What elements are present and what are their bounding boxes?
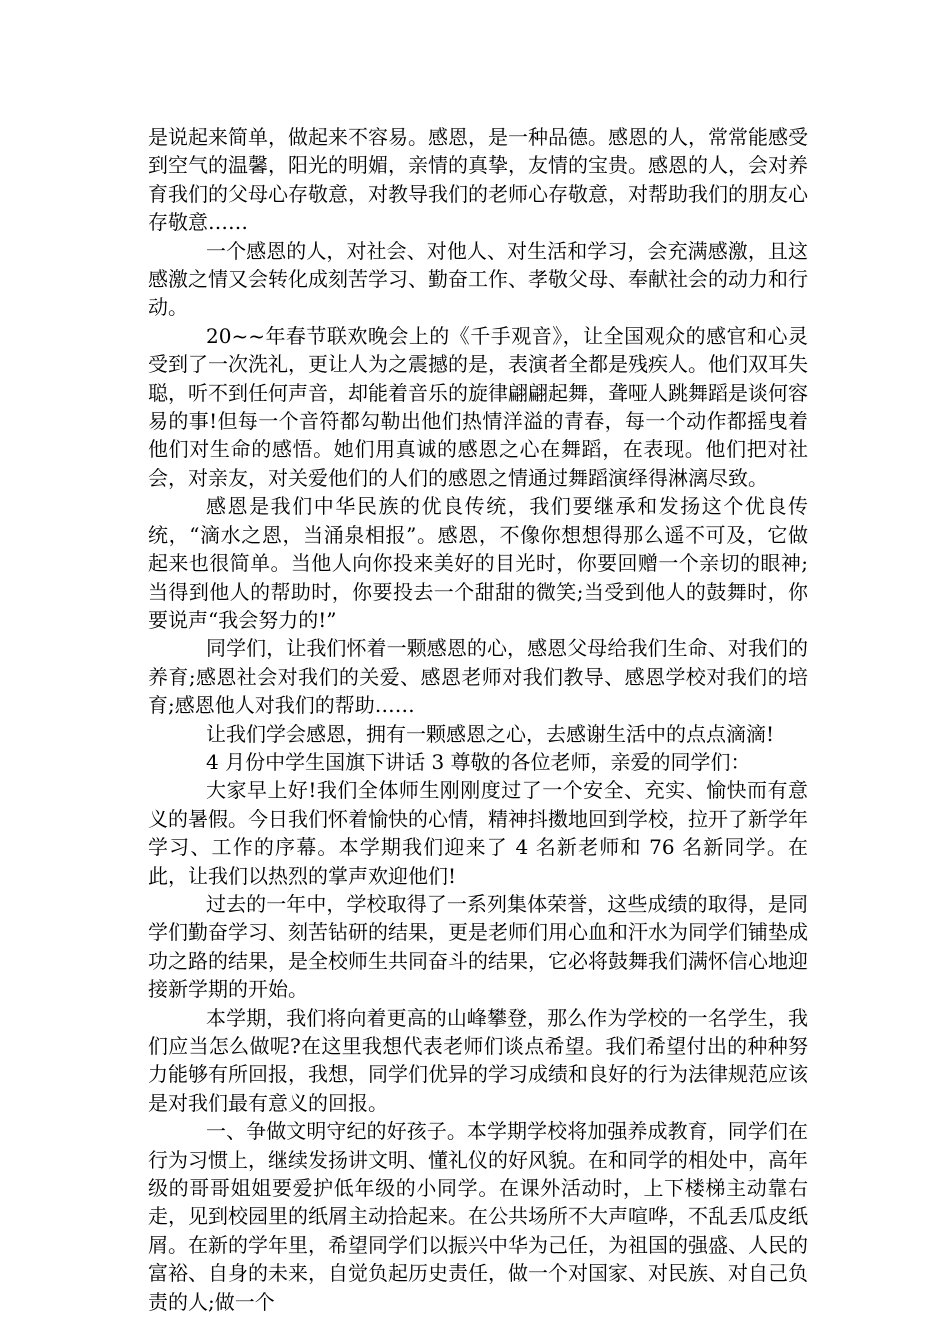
paragraph-2: 一个感恩的人，对社会、对他人、对生活和学习，会充满感激，且这感激之情又会转化成刻苦学习、勤奋工作、孝敬父母、奉献社会的动力和行动。 bbox=[148, 238, 808, 320]
paragraph-3: 20~~年春节联欢晚会上的《千手观音》，让全国观众的感官和心灵受到了一次洗礼，更让人为之震撼的是，表演者全都是残疾人。他们双耳失聪，听不到任何声音，却能着音乐的旋律翩翩起舞，聋哑人跳舞蹈是谈何容易的事!但每一个音符都勾勒出他们热情洋溢的青春，每一个动作都摇曳着他们对生命的感悟。她们用真诚的感恩之心在舞蹈，在表现。他们把对社会，对亲友，对关爱他们的人们的感恩之情通过舞蹈演绎得淋漓尽致。 bbox=[148, 323, 808, 490]
document-page bbox=[148, 123, 808, 1316]
paragraph-1: 是说起来简单，做起来不容易。感恩，是一种品德。感恩的人，常常能感受到空气的温馨，阳光的明媚，亲情的真挚，友情的宝贵。感恩的人，会对养育我们的父母心存敬意，对教导我们的老师心存敬意，对帮助我们的朋友心存敬意…… bbox=[148, 125, 808, 235]
speech-heading: 4 月份中学生国旗下讲话 3 尊敬的各位老师，亲爱的同学们： bbox=[206, 749, 751, 774]
paragraph-11: 一、争做文明守纪的好孩子。本学期学校将加强养成教育，同学们在行为习惯上，继续发扬讲文明、懂礼仪的好风貌。在和同学的相处中，高年级的哥哥姐姐要爱护低年级的小同学。在课外活动时，上下楼梯主动靠右走，见到校园里的纸屑主动拾起来。在公共场所不大声喧哗，不乱丢瓜皮纸屑。在新的学年里，希望同学们以振兴中华为己任，为祖国的强盛、人民的富裕、自身的未来，自觉负起历史责任，做一个对国家、对民族、对自己负责的人;做一个 bbox=[148, 1119, 808, 1314]
paragraph-4: 感恩是我们中华民族的优良传统，我们要继承和发扬这个优良传统，“滴水之恩，当涌泉相报”。感恩，不像你想想得那么遥不可及，它做起来也很简单。当他人向你投来美好的目光时，你要回赠一个亲切的眼神;当得到他人的帮助时，你要投去一个甜甜的微笑;当受到他人的鼓舞时，你要说声“我会努力的!” bbox=[148, 494, 808, 632]
paragraph-5: 同学们，让我们怀着一颗感恩的心，感恩父母给我们生命、对我们的养育;感恩社会对我们的关爱、感恩老师对我们教导、感恩学校对我们的培育;感恩他人对我们的帮助…… bbox=[148, 636, 808, 718]
paragraph-8: 大家早上好!我们全体师生刚刚度过了一个安全、充实、愉快而有意义的暑假。今日我们怀着愉快的心情，精神抖擞地回到学校，拉开了新学年学习、工作的序幕。本学期我们迎来了 4 名新老师和 76 名新同学。在此，让我们以热烈的掌声欢迎他们! bbox=[148, 778, 808, 888]
paragraph-6: 让我们学会感恩，拥有一颗感恩之心，去感谢生活中的点点滴滴! bbox=[206, 721, 775, 746]
paragraph-10: 本学期，我们将向着更高的山峰攀登，那么作为学校的一名学生，我们应当怎么做呢?在这里我想代表老师们谈点希望。我们希望付出的种种努力能够有所回报，我想，同学们优异的学习成绩和良好的行为法律规范应该是对我们最有意义的回报。 bbox=[148, 1005, 808, 1115]
paragraph-9: 过去的一年中，学校取得了一系列集体荣誉，这些成绩的取得，是同学们勤奋学习、刻苦钻研的结果，更是老师们用心血和汗水为同学们铺垫成功之路的结果，是全校师生共同奋斗的结果，它必将鼓舞我们满怀信心地迎接新学期的开始。 bbox=[148, 891, 808, 1002]
